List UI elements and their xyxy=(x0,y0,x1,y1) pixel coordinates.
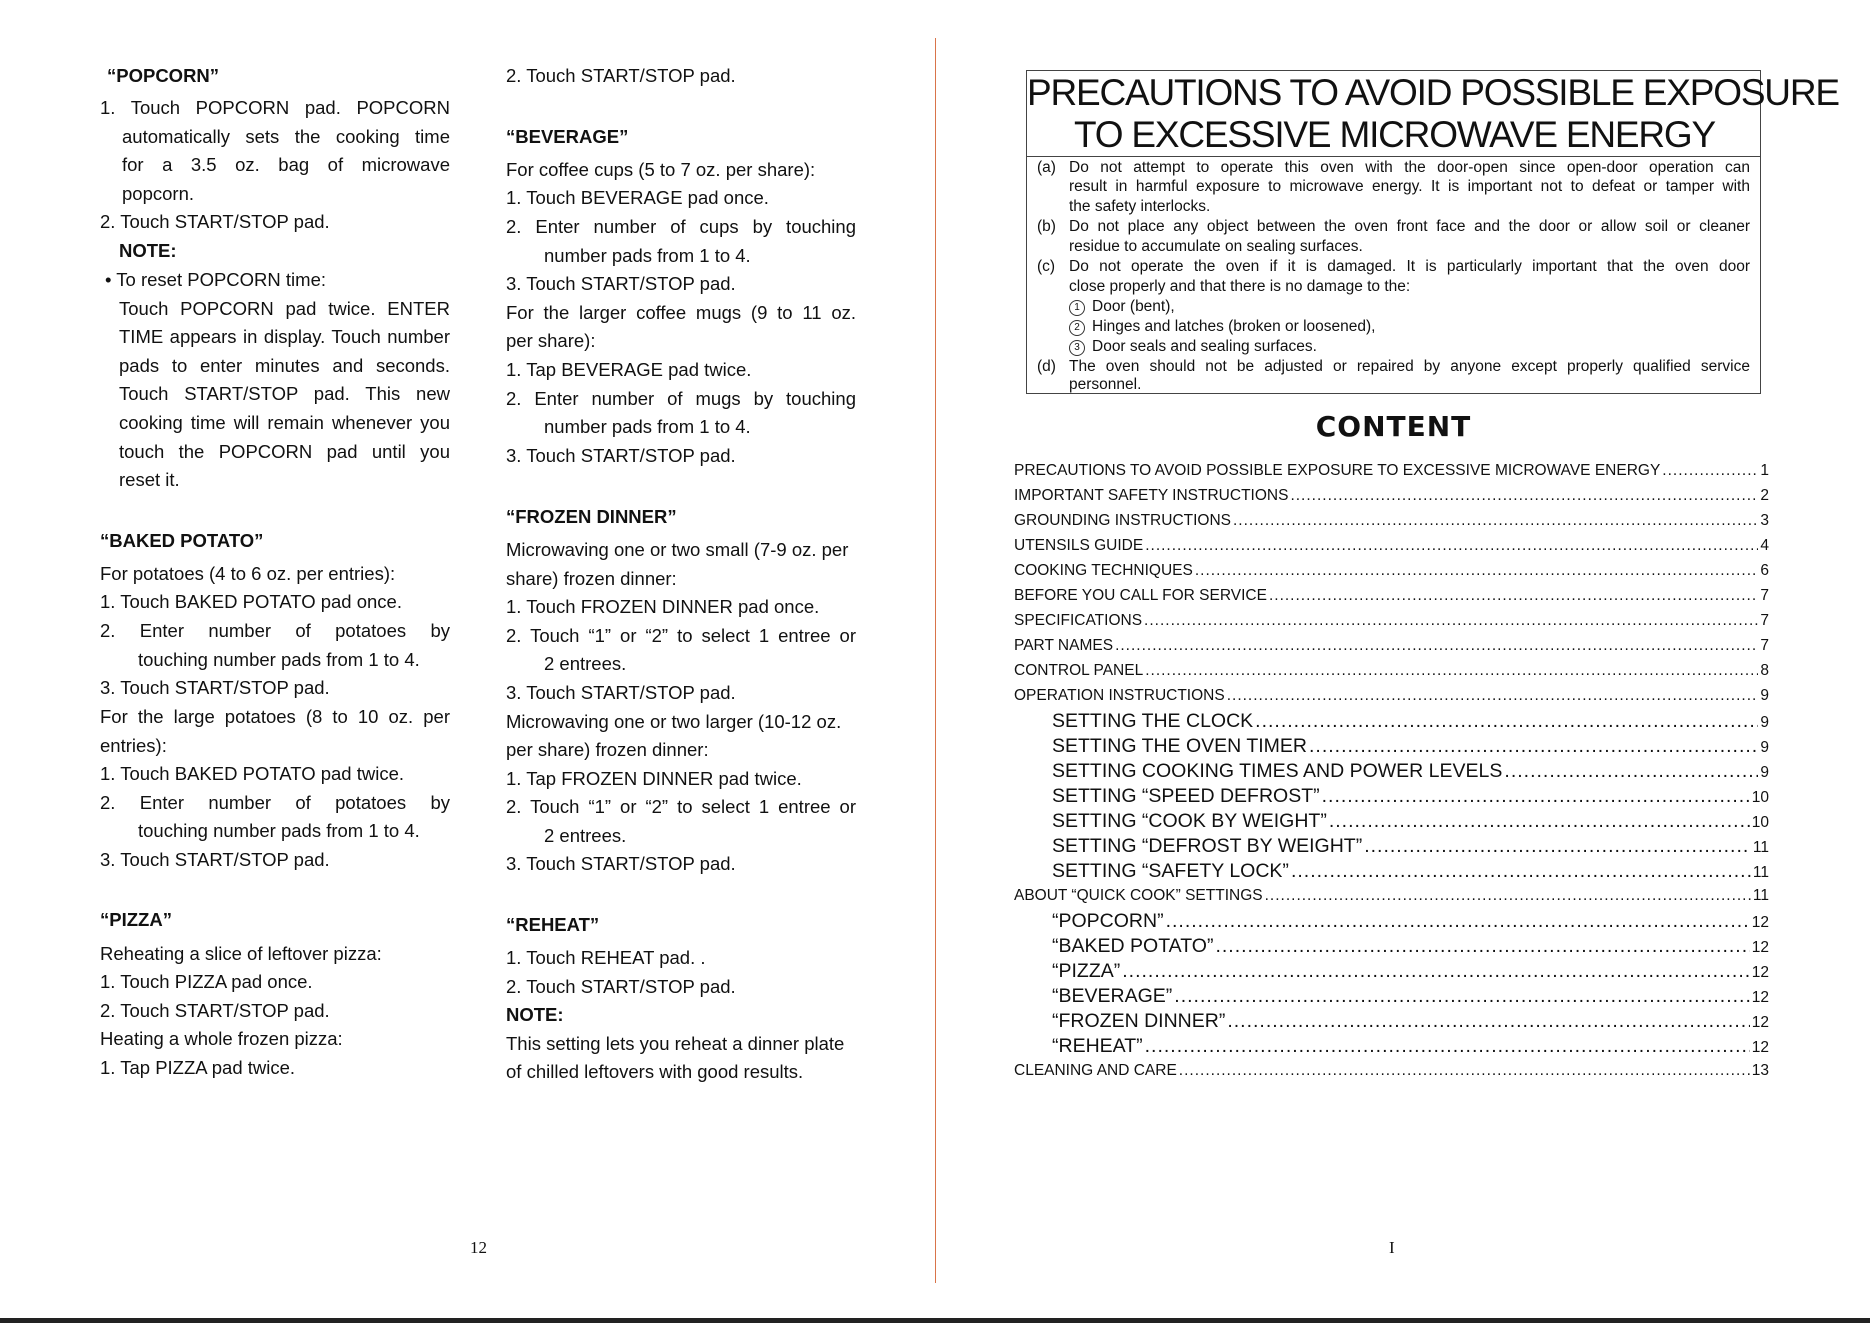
left-page-number: 12 xyxy=(470,1238,487,1257)
precaution-subitem xyxy=(1069,337,1317,356)
toc-entry[interactable] xyxy=(1014,612,1769,630)
toc-title: COOKING TECHNIQUES xyxy=(1014,562,1193,579)
item-letter: (c) xyxy=(1037,258,1056,275)
toc-page: 9 xyxy=(1760,687,1769,704)
popcorn-heading: “POPCORN” xyxy=(107,65,220,86)
toc-leader xyxy=(1174,985,1749,1008)
note-label: NOTE: xyxy=(119,240,177,261)
note-label: NOTE: xyxy=(506,1004,564,1025)
toc-page: 4 xyxy=(1760,537,1769,554)
right-page-number: I xyxy=(1389,1238,1395,1257)
item-letter: (d) xyxy=(1037,358,1056,375)
toc-page: 12 xyxy=(1751,989,1769,1006)
precaution-subitem xyxy=(1069,297,1175,316)
toc-entry[interactable] xyxy=(1014,1062,1769,1080)
toc-page: 12 xyxy=(1751,964,1769,981)
pizza-heading: “PIZZA” xyxy=(100,909,172,930)
text-line: 2. Touch START/STOP pad. xyxy=(100,1000,330,1021)
toc-leader xyxy=(1144,612,1758,630)
text-line: Microwaving one or two larger (10-12 oz. xyxy=(506,711,842,732)
text-line: touching number pads from 1 to 4. xyxy=(138,820,420,841)
toc-entry[interactable] xyxy=(1014,687,1769,705)
toc-entry[interactable] xyxy=(1014,587,1769,605)
toc-page: 11 xyxy=(1752,887,1769,904)
text-line: 1. Touch FROZEN DINNER pad once. xyxy=(506,596,820,617)
toc-entry[interactable] xyxy=(1052,910,1769,933)
toc-entry[interactable] xyxy=(1052,835,1769,858)
toc-page: 12 xyxy=(1751,1039,1769,1056)
toc-entry[interactable] xyxy=(1052,860,1769,883)
toc-page: 12 xyxy=(1751,939,1769,956)
text-line: popcorn. xyxy=(122,183,194,204)
toc-leader xyxy=(1291,860,1751,883)
reheat-heading: “REHEAT” xyxy=(506,914,600,935)
toc-leader xyxy=(1504,760,1758,783)
text-line: 2 entrees. xyxy=(544,825,627,846)
toc-title: ABOUT “QUICK COOK” SETTINGS xyxy=(1014,887,1263,904)
toc-leader xyxy=(1364,835,1751,858)
text-line: touch the POPCORN pad until you xyxy=(119,441,450,462)
toc-title: SETTING COOKING TIMES AND POWER LEVELS xyxy=(1052,760,1503,782)
toc-entry[interactable] xyxy=(1014,887,1769,905)
text-line: per share) frozen dinner: xyxy=(506,739,709,760)
beverage-heading: “BEVERAGE” xyxy=(506,126,629,147)
toc-entry[interactable] xyxy=(1052,735,1769,758)
toc-entry[interactable] xyxy=(1014,637,1769,655)
text-line: reset it. xyxy=(119,469,180,490)
toc-title: SETTING “COOK BY WEIGHT” xyxy=(1052,810,1327,832)
text-line: TIME appears in display. Touch number xyxy=(119,326,450,347)
toc-page: 3 xyxy=(1760,512,1769,529)
toc-entry[interactable] xyxy=(1014,662,1769,680)
text-line: This setting lets you reheat a dinner plate xyxy=(506,1033,845,1054)
toc-title: “BEVERAGE” xyxy=(1052,985,1173,1007)
toc-leader xyxy=(1145,662,1758,680)
toc-entry[interactable] xyxy=(1014,562,1769,580)
subitem-text: Hinges and latches (broken or loosened), xyxy=(1092,318,1376,335)
precaution-text: result in harmful exposure to microwave energy. It is important not to defeat or tamper with xyxy=(1069,178,1750,195)
text-line: 1. Tap FROZEN DINNER pad twice. xyxy=(506,768,802,789)
text-line: 1. Touch REHEAT pad. . xyxy=(506,947,706,968)
item-letter: (a) xyxy=(1037,159,1056,176)
toc-title: SPECIFICATIONS xyxy=(1014,612,1143,629)
toc-title: “POPCORN” xyxy=(1052,910,1164,932)
text-line: 1. Touch PIZZA pad once. xyxy=(100,971,313,992)
text-line: 2. Touch START/STOP pad. xyxy=(506,65,736,86)
text-line: Microwaving one or two small (7-9 oz. per xyxy=(506,539,849,560)
toc-title: IMPORTANT SAFETY INSTRUCTIONS xyxy=(1014,487,1289,504)
toc-leader xyxy=(1662,462,1758,480)
toc-entry[interactable] xyxy=(1052,810,1769,833)
text-line: 2. Touch “1” or “2” to select 1 entree or xyxy=(506,796,856,817)
text-line: 3. Touch START/STOP pad. xyxy=(506,682,736,703)
text-line: entries): xyxy=(100,735,167,756)
toc-leader xyxy=(1233,512,1758,530)
toc-title: GROUNDING INSTRUCTIONS xyxy=(1014,512,1231,529)
content-title: CONTENT xyxy=(1315,410,1472,443)
toc-page: 7 xyxy=(1760,612,1769,629)
toc-entry[interactable] xyxy=(1052,785,1769,808)
text-line: of chilled leftovers with good results. xyxy=(506,1061,804,1082)
toc-entry[interactable] xyxy=(1052,760,1769,783)
toc-entry[interactable] xyxy=(1052,935,1769,958)
toc-entry[interactable] xyxy=(1052,1035,1769,1058)
precaution-text: personnel. xyxy=(1069,376,1142,393)
subitem-text: Door (bent), xyxy=(1092,298,1175,315)
precautions-box xyxy=(1026,70,1839,394)
text-line: 1. Touch BEVERAGE pad once. xyxy=(506,187,769,208)
toc-leader xyxy=(1122,960,1750,983)
toc-leader xyxy=(1179,1062,1750,1080)
precaution-text: residue to accumulate on sealing surfaces. xyxy=(1069,238,1363,255)
toc-entry[interactable] xyxy=(1052,985,1769,1008)
text-line: number pads from 1 to 4. xyxy=(544,416,751,437)
circled-number-3: 3 xyxy=(1069,340,1085,356)
precaution-text: Do not place any object between the oven front face and the door or allow soil or cleaner xyxy=(1069,218,1750,235)
precaution-text: Do not operate the oven if it is damaged. It is particularly important that the oven door xyxy=(1069,258,1750,275)
text-line: for a 3.5 oz. bag of microwave xyxy=(122,154,450,175)
toc-title: PRECAUTIONS TO AVOID POSSIBLE EXPOSURE TO EXCESSIVE MICROWAVE ENERGY xyxy=(1014,462,1661,479)
text-line: 2. Touch START/STOP pad. xyxy=(100,211,330,232)
toc-leader xyxy=(1290,487,1758,505)
toc-page: 8 xyxy=(1760,662,1769,679)
text-line: per share): xyxy=(506,330,596,351)
toc-page: 12 xyxy=(1751,1014,1769,1031)
circled-number-2: 2 xyxy=(1069,320,1085,336)
text-line: 3. Touch START/STOP pad. xyxy=(506,273,736,294)
text-line: For the large potatoes (8 to 10 oz. per xyxy=(100,706,450,727)
text-line: cooking time will remain whenever you xyxy=(119,412,450,433)
toc-title: SETTING THE CLOCK xyxy=(1052,710,1254,732)
toc-leader xyxy=(1145,537,1758,555)
toc-leader xyxy=(1309,735,1758,758)
text-line: 2. Touch START/STOP pad. xyxy=(506,976,736,997)
text-line: share) frozen dinner: xyxy=(506,568,677,589)
toc-title: OPERATION INSTRUCTIONS xyxy=(1014,687,1225,704)
toc-title: “BAKED POTATO” xyxy=(1052,935,1214,957)
page-divider xyxy=(935,38,936,1283)
toc-page: 2 xyxy=(1760,487,1769,504)
precaution-text: Do not attempt to operate this oven with the door-open since open-door operation can xyxy=(1069,159,1750,176)
frozen-dinner-heading: “FROZEN DINNER” xyxy=(506,506,677,527)
circled-number-1: 1 xyxy=(1069,300,1085,316)
text-line: For coffee cups (5 to 7 oz. per share): xyxy=(506,159,816,180)
toc-leader xyxy=(1329,810,1750,833)
text-line: 1. Tap PIZZA pad twice. xyxy=(100,1057,296,1078)
toc-page: 9 xyxy=(1760,764,1769,781)
baked-potato-heading: “BAKED POTATO” xyxy=(100,530,264,551)
toc-page: 13 xyxy=(1751,1062,1769,1079)
bottom-border xyxy=(0,1318,1870,1323)
toc-page: 9 xyxy=(1760,739,1769,756)
toc-title: “REHEAT” xyxy=(1052,1035,1143,1057)
toc-leader xyxy=(1115,637,1758,655)
precautions-rule xyxy=(1027,156,1760,157)
text-line: 3. Touch START/STOP pad. xyxy=(506,853,736,874)
toc-page: 12 xyxy=(1751,914,1769,931)
toc-title: CONTROL PANEL xyxy=(1014,662,1144,679)
toc-leader xyxy=(1215,935,1749,958)
toc-entry[interactable] xyxy=(1052,960,1769,983)
text-line: 1. Touch POPCORN pad. POPCORN xyxy=(100,97,450,118)
toc-leader xyxy=(1166,910,1750,933)
precaution-subitem xyxy=(1069,317,1375,336)
subitem-text: Door seals and sealing surfaces. xyxy=(1092,338,1317,355)
toc-page: 10 xyxy=(1751,814,1769,831)
toc-title: UTENSILS GUIDE xyxy=(1014,537,1144,554)
text-line: Touch POPCORN pad twice. ENTER xyxy=(119,298,450,319)
text-line: 2. Touch “1” or “2” to select 1 entree or xyxy=(506,625,856,646)
text-line: 3. Touch START/STOP pad. xyxy=(506,445,736,466)
text-line: 2 entrees. xyxy=(544,653,627,674)
toc-title: CLEANING AND CARE xyxy=(1014,1062,1177,1079)
text-line: 1. Tap BEVERAGE pad twice. xyxy=(506,359,752,380)
item-letter: (b) xyxy=(1037,218,1056,235)
text-line: 1. Touch BAKED POTATO pad once. xyxy=(100,591,402,612)
toc-entry[interactable] xyxy=(1052,710,1769,733)
text-line: 2. Enter number of potatoes by xyxy=(100,620,450,641)
toc-entry[interactable] xyxy=(1014,512,1769,530)
toc-title: SETTING “SAFETY LOCK” xyxy=(1052,860,1289,882)
precautions-title-line1: PRECAUTIONS TO AVOID POSSIBLE EXPOSURE xyxy=(1027,72,1839,113)
toc-title: “PIZZA” xyxy=(1052,960,1121,982)
toc-title: “FROZEN DINNER” xyxy=(1052,1010,1226,1032)
text-line: 2. Enter number of mugs by touching xyxy=(506,388,856,409)
toc-entry[interactable] xyxy=(1014,462,1769,480)
text-line: Heating a whole frozen pizza: xyxy=(100,1028,343,1049)
text-line: Touch START/STOP pad. This new xyxy=(119,383,450,404)
toc-title: BEFORE YOU CALL FOR SERVICE xyxy=(1014,587,1267,604)
text-line: For potatoes (4 to 6 oz. per entries): xyxy=(100,563,396,584)
text-line: 1. Touch BAKED POTATO pad twice. xyxy=(100,763,405,784)
toc-title: PART NAMES xyxy=(1014,637,1114,654)
toc-leader xyxy=(1227,1010,1749,1033)
precautions-title-line2: TO EXCESSIVE MICROWAVE ENERGY xyxy=(1074,114,1715,155)
text-line: 3. Touch START/STOP pad. xyxy=(100,677,330,698)
toc-leader xyxy=(1322,785,1750,808)
toc-page: 11 xyxy=(1752,864,1769,881)
text-line: 2. Enter number of cups by touching xyxy=(506,216,856,237)
toc-leader xyxy=(1227,687,1759,705)
toc-page: 9 xyxy=(1760,714,1769,731)
toc-page: 11 xyxy=(1752,839,1769,856)
text-line: • To reset POPCORN time: xyxy=(105,269,326,290)
text-line: touching number pads from 1 to 4. xyxy=(138,649,420,670)
toc-leader xyxy=(1269,587,1758,605)
toc-page: 6 xyxy=(1760,562,1769,579)
text-line: 2. Enter number of potatoes by xyxy=(100,792,450,813)
text-line: 3. Touch START/STOP pad. xyxy=(100,849,330,870)
toc-leader xyxy=(1255,710,1758,733)
toc-page: 10 xyxy=(1751,789,1769,806)
precaution-text: the safety interlocks. xyxy=(1069,198,1211,215)
precaution-text: The oven should not be adjusted or repaired by anyone except properly qualified service xyxy=(1069,358,1750,375)
text-line: number pads from 1 to 4. xyxy=(544,245,751,266)
text-line: For the larger coffee mugs (9 to 11 oz. xyxy=(506,302,856,323)
toc-page: 7 xyxy=(1760,587,1769,604)
toc-title: SETTING THE OVEN TIMER xyxy=(1052,735,1307,757)
toc-page: 1 xyxy=(1760,462,1769,479)
toc-entry[interactable] xyxy=(1014,537,1769,555)
text-line: pads to enter minutes and seconds. xyxy=(119,355,450,376)
text-line: Reheating a slice of leftover pizza: xyxy=(100,943,382,964)
toc-title: SETTING “DEFROST BY WEIGHT” xyxy=(1052,835,1363,857)
precaution-text: close properly and that there is no damage to the: xyxy=(1069,278,1411,295)
text-line: automatically sets the cooking time xyxy=(122,126,450,147)
toc-leader xyxy=(1195,562,1759,580)
toc-title: SETTING “SPEED DEFROST” xyxy=(1052,785,1320,807)
toc-leader xyxy=(1145,1035,1750,1058)
toc-page: 7 xyxy=(1760,637,1769,654)
toc-entry[interactable] xyxy=(1014,487,1769,505)
toc-entry[interactable] xyxy=(1052,1010,1769,1033)
toc-leader xyxy=(1265,887,1751,905)
